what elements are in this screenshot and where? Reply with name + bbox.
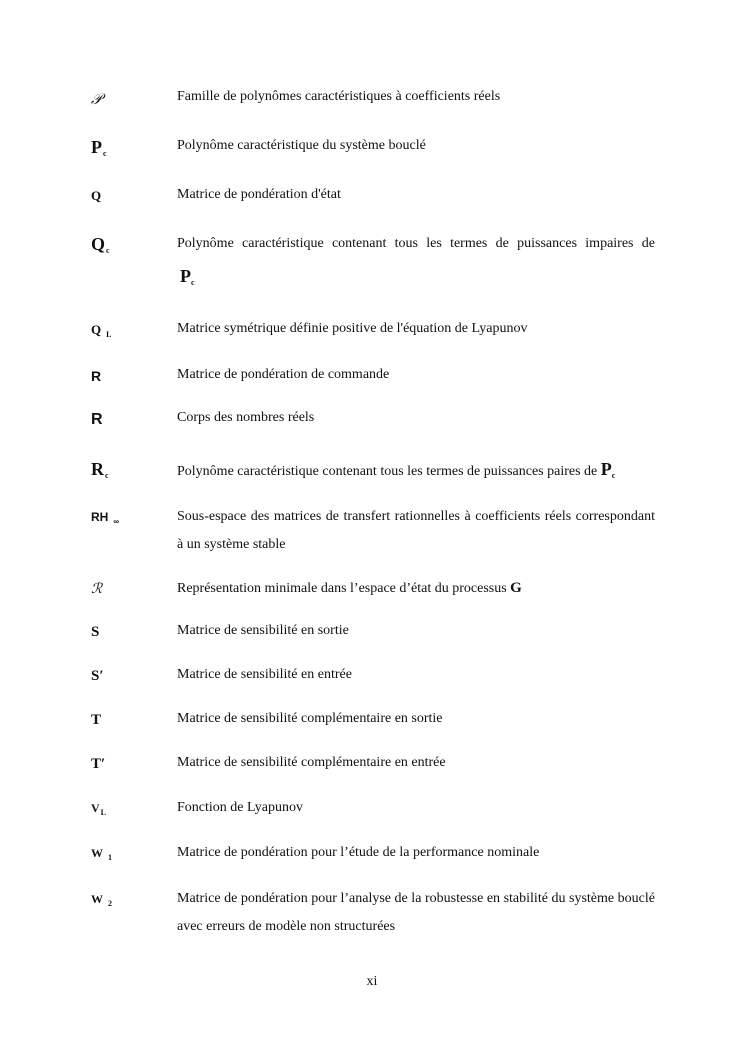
symbol: RH $_\infty$ <box>91 510 120 526</box>
symbol: S <box>91 624 100 640</box>
description: Sous-espace des matrices de transfert rationnelles à coefficients réels correspondant à un système stable <box>177 509 655 552</box>
symbol: W $_2$ <box>91 892 112 908</box>
continuation-symbol: $P_c$ <box>180 266 195 287</box>
description: Matrice de pondération de commande <box>177 367 390 382</box>
symbol: ℛ <box>91 581 103 597</box>
description: Corps des nombres réels <box>177 410 315 425</box>
symbol: $P_c$ <box>91 137 107 158</box>
symbol: Q $_L$ <box>91 322 112 339</box>
description: Matrice de sensibilité en sortie <box>177 623 349 638</box>
symbol: T′ <box>91 756 106 772</box>
symbol: $V_L$ <box>91 801 107 817</box>
symbol: Q <box>91 188 102 203</box>
symbol: S′ <box>91 668 104 684</box>
description: Famille de polynômes caractéristiques à coefficients réels <box>177 89 501 104</box>
description: Matrice de pondération pour l’étude de la performance nominale <box>177 845 540 860</box>
description: Polynôme caractéristique contenant tous les termes de puissances impaires de <box>177 236 655 251</box>
inline-symbol: G <box>510 580 522 596</box>
description: Polynôme caractéristique du système bouclé <box>177 138 426 153</box>
description: Matrice de pondération d'état <box>177 187 341 202</box>
symbol: 𝒫 <box>91 90 102 108</box>
description: Polynôme caractéristique contenant tous les termes de puissances paires de $P_c$ <box>177 459 616 480</box>
description: Représentation minimale dans l’espace d’état du processus G <box>177 580 522 596</box>
inline-symbol: $P_c$ <box>600 459 616 480</box>
description: Fonction de Lyapunov <box>177 800 303 815</box>
page-number: xi <box>366 974 378 989</box>
description: Matrice de sensibilité complémentaire en sortie <box>177 711 443 726</box>
symbol: T <box>91 712 102 728</box>
description: Matrice de sensibilité en entrée <box>177 667 352 682</box>
symbol: $R_c$ <box>91 459 109 480</box>
symbol: $Q_c$ <box>91 234 110 255</box>
symbol: R <box>91 411 103 428</box>
symbol: W $_1$ <box>91 846 112 862</box>
symbol: R <box>91 368 102 384</box>
description: Matrice symétrique définie positive de l'équation de Lyapunov <box>177 321 528 336</box>
description: Matrice de pondération pour l’analyse de la robustesse en stabilité du système bouclé avec erreurs de modèle non structurées <box>177 891 655 934</box>
description: Matrice de sensibilité complémentaire en entrée <box>177 755 446 770</box>
